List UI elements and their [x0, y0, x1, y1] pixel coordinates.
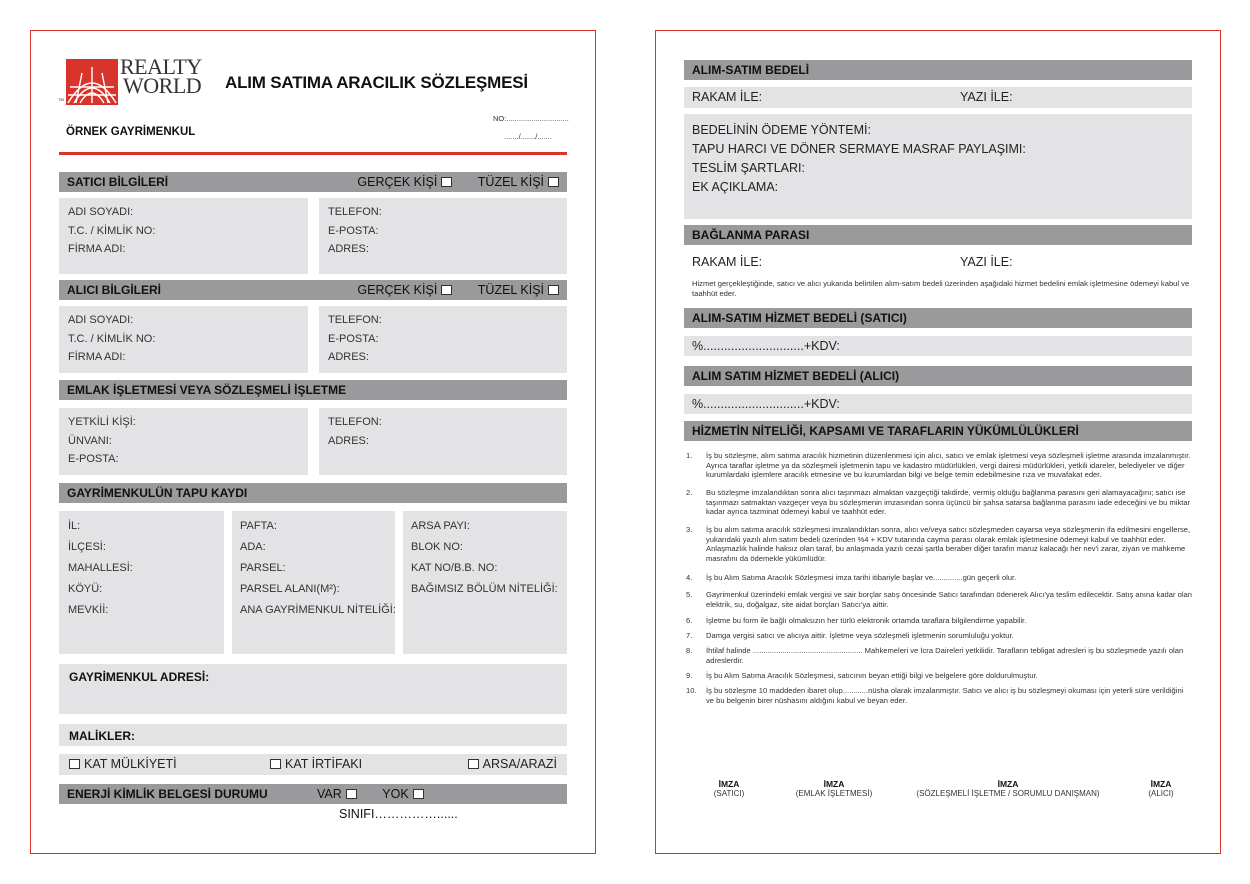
obligations-title: HİZMETİN NİTELİĞİ, KAPSAMI VE TARAFLARIN YÜKÜMLÜLÜKLERİ: [692, 424, 1079, 438]
price-section-title: ALIM-SATIM BEDELİ: [692, 63, 810, 77]
energy-class-label: SINIFI……………......: [339, 807, 458, 821]
energy-no-label: YOK: [382, 787, 409, 801]
buyer-fee-header: [684, 366, 1192, 386]
field-label: PAFTA:: [240, 520, 277, 532]
field-label: TELEFON:: [328, 206, 382, 218]
payment-method-label: BEDELİNİN ÖDEME YÖNTEMİ:: [692, 123, 871, 137]
agency-section-header: [59, 380, 567, 400]
buyer-legal-person-label: TÜZEL KİŞİ: [477, 283, 544, 297]
delivery-terms-label: TESLİM ŞARTLARI:: [692, 161, 805, 175]
field-label: BAĞIMSIZ BÖLÜM NİTELİĞİ:: [411, 583, 558, 595]
deposit-note: Hizmet gerçekleştiğinde, satıcı ve alıcı yukarıda belirtilen alım-satım bedeli üzerinden aşağıdaki hizmet bedelini emlak işletmesine ödemeyi kabul ve taahhüt eder.: [692, 279, 1190, 298]
seller-section-header: [59, 172, 567, 192]
buyer-fee-row[interactable]: [684, 394, 1192, 414]
seller-fee-row[interactable]: [684, 336, 1192, 356]
field-label: ADRES:: [328, 434, 369, 447]
globe-icon: [66, 59, 118, 105]
field-label: PARSEL ALANI(M²):: [240, 583, 340, 595]
construction-servitude-checkbox[interactable]: [270, 759, 281, 769]
field-label: ARSA PAYI:: [411, 520, 470, 532]
condominium-checkbox[interactable]: [69, 759, 80, 769]
form-title: ALIM SATIMA ARACILIK SÖZLEŞMESİ: [225, 73, 528, 92]
field-label: KAT NO/B.B. NO:: [411, 562, 498, 574]
price-section-header: [684, 60, 1192, 80]
signature-buyer[interactable]: İMZA (ALICI): [1148, 779, 1174, 798]
signature-contracted-agent[interactable]: İMZA (SÖZLEŞMELİ İŞLETME / SORUMLU DANIŞMAN): [916, 779, 1100, 798]
form-page-right: [655, 30, 1221, 854]
construction-servitude-label: KAT İRTİFAKI: [285, 757, 363, 771]
energy-yes-checkbox[interactable]: [346, 789, 357, 799]
field-label: E-POSTA:: [328, 224, 379, 237]
deposit-written-label: YAZI İLE:: [960, 255, 1013, 269]
deposit-numeric-label: RAKAM İLE:: [692, 255, 763, 269]
clause-item: 10. İş bu sözleşme 10 maddeden ibaret olup............nüsha olarak imzalanmıştır. Satıcı ve alıcı iş bu sözleşmeyi okuması için yeterli süre verildiğini ve bu belgenin birer nüshasını aldığını kabul ve beyan eder.: [686, 686, 1184, 705]
field-label: İL:: [68, 520, 81, 532]
land-label: ARSA/ARAZİ: [482, 757, 557, 771]
deed-section-title: GAYRİMENKULÜN TAPU KAYDI: [67, 486, 248, 500]
field-label: BLOK NO:: [411, 541, 463, 553]
clause-item: 5. Gayrimenkul üzerindeki emlak vergisi ve sair borçlar satış öncesinde Satıcı tarafından ödenerek Alıcı'ya teslim edilecektir. Satış anına kadar olan elektrik, su, doğalgaz, site aidat borçları Satıcı'ya aittir.: [686, 590, 1192, 609]
header-divider: [59, 152, 567, 155]
deed-unit-box[interactable]: [403, 511, 567, 654]
clause-item: 4. İş bu Alım Satıma Aracılık Sözleşmesi imza tarihi itibariyle başlar ve..............gün geçerli olur.: [686, 573, 1017, 582]
deposit-amount-row[interactable]: [684, 252, 1192, 273]
land-checkbox[interactable]: [468, 759, 479, 769]
owners-options: [59, 754, 567, 775]
field-label: İLÇESİ:: [68, 541, 106, 553]
form-page-left: [30, 30, 596, 854]
energy-no-checkbox[interactable]: [413, 789, 424, 799]
seller-contact-box[interactable]: [319, 198, 567, 274]
deposit-section-header: [684, 225, 1192, 245]
seller-fee-title: ALIM-SATIM HİZMET BEDELİ (SATICI): [692, 311, 907, 325]
clause-item: 2. Bu sözleşme imzalandıktan sonra alıcı taşınmazı almaktan vazgeçtiği takdirde, vermiş olduğu bağlanma parasını geri alamayacağını; satıcı ise taşınmazı satmaktan vazgeçer veya bu sözleşmenin imzasından sonra üçüncü bir şahsa satarsa bağlanma parasını iade edeceğini ve bu miktar kadar ayrıca tazminat ödemeyi kabul ve taahhüt eder.: [686, 488, 1191, 517]
additional-note-label: EK AÇIKLAMA:: [692, 180, 779, 194]
energy-certificate-header: [59, 784, 567, 821]
signature-agency[interactable]: İMZA (EMLAK İŞLETMESİ): [795, 779, 873, 798]
seller-fee-header: [684, 308, 1192, 328]
seller-real-person-label: GERÇEK KİŞİ: [357, 175, 438, 189]
field-label: TELEFON:: [328, 416, 382, 428]
field-label: YETKİLİ KİŞİ:: [68, 416, 136, 428]
field-label: T.C. / KİMLİK NO:: [68, 332, 156, 345]
price-written-label: YAZI İLE:: [960, 90, 1013, 104]
obligations-header: [684, 421, 1192, 441]
seller-identity-box[interactable]: [59, 198, 308, 274]
deed-section-header: [59, 483, 567, 503]
owners-label: MALİKLER:: [69, 729, 135, 743]
deed-location-box[interactable]: [59, 511, 224, 654]
fee-sharing-label: TAPU HARCI VE DÖNER SERMAYE MASRAF PAYLAŞIMI:: [692, 142, 1026, 156]
deposit-section-title: BAĞLANMA PARASI: [692, 228, 810, 242]
realty-world-logo: [58, 54, 206, 105]
energy-yes-label: VAR: [317, 787, 342, 801]
price-amount-row[interactable]: [684, 87, 1192, 108]
seller-real-person-checkbox[interactable]: [441, 177, 452, 187]
buyer-section-title: ALICI BİLGİLERİ: [67, 283, 161, 297]
clause-item: 3. İş bu alım satıma aracılık sözleşmesi imzalandıktan sonra, alıcı ve/veya satıcı sözleşmeden cayarsa veya sözleşmenin ifa edilmesini engellerse, yukarıdaki yazılı alım satım bedeli üzerinden %4 + KDV tutarında cayma parası olarak emlak işletmesine ödemeyi kabul ve taahhüt eder. Anlaşmazlık halinde haksız olan taraf, bu anlaşmada yazılı cezai şartla beraber diğer tarafın maruz kalacağı her nev'i zarar, ziyan ve mahkeme masrafını da ödemekle yükümlüdür.: [686, 525, 1191, 563]
agency-identity-box[interactable]: [59, 408, 308, 475]
seller-fee-value: %.............................+KDV:: [692, 339, 840, 353]
logo-wordmark: REALTY WORLD: [120, 54, 202, 98]
field-label: TELEFON:: [328, 314, 382, 326]
field-label: ADI SOYADI:: [68, 314, 134, 326]
buyer-contact-box[interactable]: [319, 306, 567, 373]
condominium-label: KAT MÜLKİYETİ: [84, 757, 177, 771]
seller-section-title: SATICI BİLGİLERİ: [67, 175, 169, 189]
agency-section-title: EMLAK İŞLETMESİ VEYA SÖZLEŞMELİ İŞLETME: [67, 383, 347, 397]
field-label: MEVKİİ:: [68, 604, 109, 616]
field-label: FİRMA ADI:: [68, 243, 126, 255]
field-label: PARSEL:: [240, 562, 286, 574]
field-label: ADRES:: [328, 351, 369, 363]
field-label: ADRES:: [328, 243, 369, 255]
seller-legal-person-checkbox[interactable]: [548, 177, 559, 187]
field-label: ADI SOYADI:: [68, 206, 134, 218]
buyer-identity-box[interactable]: [59, 306, 308, 373]
buyer-real-person-label: GERÇEK KİŞİ: [357, 283, 438, 297]
clause-item: 7. Damga vergisi satıcı ve alıcıya aittir. İşletme veya sözleşmeli işletmenin sorumluluğu yoktur.: [686, 631, 1014, 640]
buyer-fee-value: %.............................+KDV:: [692, 397, 840, 411]
field-label: ADA:: [240, 541, 266, 553]
owners-header: [59, 724, 567, 746]
energy-certificate-title: ENERJİ KİMLİK BELGESİ DURUMU: [67, 787, 268, 801]
field-label: E-POSTA:: [68, 453, 119, 465]
contract-number: NO:..............................: [493, 114, 569, 123]
deed-parcel-box[interactable]: [232, 511, 395, 654]
field-label: E-POSTA:: [328, 332, 379, 345]
buyer-legal-person-checkbox[interactable]: [548, 285, 559, 295]
price-details-box[interactable]: [684, 114, 1192, 219]
field-label: T.C. / KİMLİK NO:: [68, 224, 156, 237]
property-address-label: GAYRİMENKUL ADRESİ:: [69, 670, 210, 684]
clause-item: 1. İş bu sözleşme, alım satıma aracılık hizmetinin düzenlenmesi için alıcı, satıcı ve emlak işletmesi veya sözleşmeli işletme arasında imzalanmıştır. Ayrıca taraflar işletme ya da sözleşmeli işletmenin tapu ve kadastro müdürlükleri, vergi dairesi müdürlükleri, yetkili idareler, belediyeler ve diğer kurumlardaki işlemlere aracılık etmesine ve bu kurumlardan bilgi ve belge temin edebilmesine rıza ve muvafakat eder.: [686, 451, 1191, 480]
buyer-section-header: [59, 280, 567, 300]
field-label: FİRMA ADI:: [68, 351, 126, 363]
price-numeric-label: RAKAM İLE:: [692, 90, 763, 104]
agency-contact-box[interactable]: [319, 408, 567, 475]
contract-date: ......./......./.......: [504, 132, 552, 141]
form-subtitle: ÖRNEK GAYRİMENKUL: [66, 126, 196, 138]
field-label: MAHALLESİ:: [68, 562, 133, 574]
clause-item: 9. İş bu Alım Satıma Aracılık Sözleşmesi, satıcının beyan ettiği bilgi ve belgelere göre doldurulmuştur.: [686, 671, 1038, 680]
buyer-fee-title: ALIM SATIM HİZMET BEDELİ (ALICI): [692, 369, 900, 383]
property-address-box[interactable]: [59, 664, 567, 714]
field-label: ÜNVANI:: [68, 434, 112, 447]
field-label: KÖYÜ:: [68, 583, 103, 595]
signature-seller[interactable]: İMZA (SATICI): [713, 779, 745, 798]
field-label: ANA GAYRİMENKUL NİTELİĞİ:: [240, 604, 396, 616]
seller-legal-person-label: TÜZEL KİŞİ: [477, 175, 544, 189]
clause-item: 6. İşletme bu form ile bağlı olmaksızın her türlü elektronik ortamda taraflara bilgilendirme yapabilir.: [686, 616, 1027, 625]
buyer-real-person-checkbox[interactable]: [441, 285, 452, 295]
trademark-mark: TM: [58, 97, 64, 102]
clause-item: 8. İhtilaf halinde .................................................... Mahkemeleri ve İcra Daireleri yetkilidir. Tarafların tebligat adresleri iş bu sözleşmede yazılı olan adreslerdir.: [686, 646, 1184, 665]
